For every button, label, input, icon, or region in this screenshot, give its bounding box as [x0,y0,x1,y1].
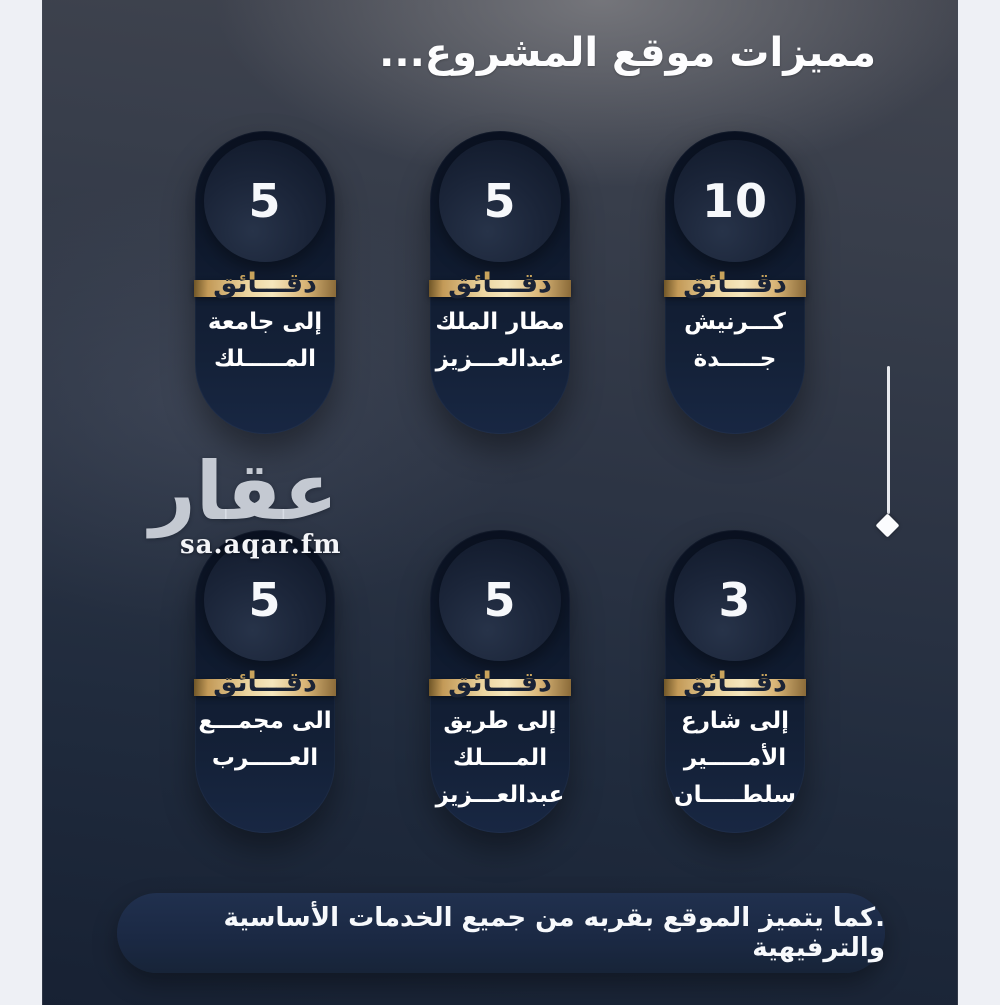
minutes-label: دقـــائق [665,665,805,701]
number-circle [204,140,326,262]
minutes-label: دقـــائق [665,266,805,302]
cards-row-bottom [42,530,958,833]
location-card [195,530,335,833]
destination-line: سلطـــــان [674,782,796,808]
card-destination [195,703,335,777]
watermark [149,445,342,560]
cards-row-top [42,131,958,434]
minutes-banner [665,665,805,701]
watermark-url: sa.aqar.fm [180,530,342,560]
minutes-number: 5 [248,573,282,627]
minutes-number: 10 [701,174,768,228]
number-circle [674,539,796,661]
destination-line: إلى جامعة [207,309,323,335]
minutes-banner [195,665,335,701]
card-destination [430,703,570,814]
location-card [665,131,805,434]
note-bar [117,893,885,973]
destination-line: المــــلك [452,745,548,771]
destination-line: عبدالعـــزيز [435,346,565,372]
location-card [665,530,805,833]
card-destination [195,304,335,378]
minutes-label: دقـــائق [195,266,335,302]
destination-line: إلى طريق [443,708,557,734]
card-destination [665,703,805,814]
minutes-banner [665,266,805,302]
destination-line: إلى شارع [680,708,789,734]
page-title: مميزات موقع المشروع... [379,30,876,76]
minutes-number: 5 [483,174,517,228]
minutes-banner [430,665,570,701]
destination-line: جـــــدة [693,346,777,372]
destination-line: الأمـــــير [683,745,787,771]
minutes-number: 5 [483,573,517,627]
minutes-label: دقـــائق [430,266,570,302]
number-circle [439,140,561,262]
minutes-label: دقـــائق [195,665,335,701]
card-destination [665,304,805,378]
right-margin-strip [958,0,1000,1005]
destination-line: كـــرنيش [684,309,786,335]
minutes-banner [430,266,570,302]
location-card [195,131,335,434]
destination-line: مطار الملك [435,309,565,335]
minutes-number: 5 [248,174,282,228]
minutes-label: دقـــائق [430,665,570,701]
destination-line: المـــــلك [213,346,317,372]
aqar-logo: عقار [149,445,338,538]
number-circle [674,140,796,262]
destination-line: عبدالعـــزيز [435,782,565,808]
destination-line: العـــــرب [211,745,319,771]
minutes-banner [195,266,335,302]
location-card [430,131,570,434]
minutes-number: 3 [718,573,752,627]
number-circle [439,539,561,661]
note-text: .كما يتميز الموقع بقربه من جميع الخدمات الأساسية والترفيهية [223,903,885,963]
destination-line: الى مجمـــع [198,708,332,734]
card-destination [430,304,570,378]
left-margin-strip [0,0,42,1005]
location-card [430,530,570,833]
